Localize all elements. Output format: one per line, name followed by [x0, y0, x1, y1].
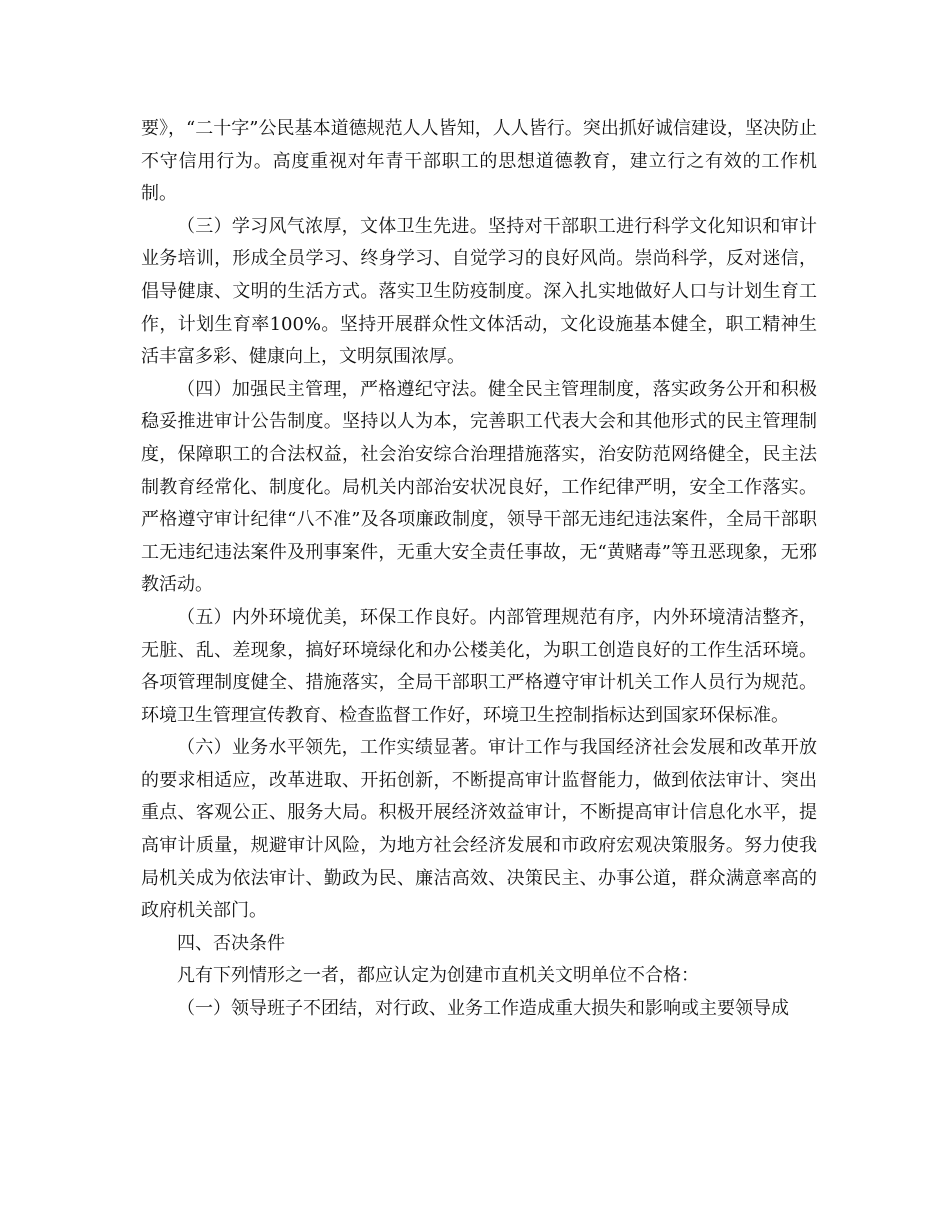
paragraph-item-4: （四）加强民主管理，严格遵纪守法。健全民主管理制度，落实政务公开和积极稳妥推进审计公告制度。坚持以人为本，完善职工代表大会和其他形式的民主管理制度，保障职工的合法权益，社会治安综合治理措施落实，治安防范网络健全，民主法制教育经常化、制度化。局机关内部治安状况良好，工作纪律严明，安全工作落实。严格遵守审计纪律“八不准”及各项廉政制度，领导干部无违纪违法案件，全局干部职工无违纪违法案件及刑事案件，无重大安全责任事故，无“黄赌毒”等丑恶现象，无邪教活动。: [141, 378, 817, 596]
section-intro: 凡有下列情形之一者，都应认定为创建市直机关文明单位不合格：: [177, 965, 699, 987]
section-item-1: （一）领导班子不团结，对行政、业务工作造成重大损失和影响或主要领导成: [177, 998, 789, 1020]
section-heading: 四、否决条件: [177, 932, 285, 954]
paragraph-item-3: （三）学习风气浓厚，文体卫生先进。坚持对干部职工进行科学文化知识和审计业务培训，形成全员学习、终身学习、自觉学习的良好风尚。崇尚科学，反对迷信，倡导健康、文明的生活方式。落实卫生防疫制度。深入扎实地做好人口与计划生育工作，计划生育率100%。坚持开展群众性文体活动，文化设施基本健全，职工精神生活丰富多彩、健康向上，文明氛围浓厚。: [141, 215, 817, 368]
paragraph-item-5: （五）内外环境优美，环保工作良好。内部管理规范有序，内外环境清洁整齐，无脏、乱、差现象，搞好环境绿化和办公楼美化，为职工创造良好的工作生活环境。各项管理制度健全、措施落实，全局干部职工严格遵守审计机关工作人员行为规范。环境卫生管理宣传教育、检查监督工作好，环境卫生控制指标达到国家环保标准。: [141, 606, 817, 726]
paragraph-item-6: （六）业务水平领先，工作实绩显著。审计工作与我国经济社会发展和改革开放的要求相适应，改革进取、开拓创新，不断提高审计监督能力，做到依法审计、突出重点、客观公正、服务大局。积极开展经济效益审计，不断提高审计信息化水平，提高审计质量，规避审计风险，为地方社会经济发展和市政府宏观决策服务。努力使我局机关成为依法审计、勤政为民、廉洁高效、决策民主、办事公道，群众满意率高的政府机关部门。: [141, 737, 817, 922]
paragraph-continuation: 要》，“二十字”公民基本道德规范人人皆知，人人皆行。突出抓好诚信建设，坚决防止不守信用行为。高度重视对年青干部职工的思想道德教育，建立行之有效的工作机制。: [141, 118, 817, 205]
document-body: [141, 113, 817, 1026]
